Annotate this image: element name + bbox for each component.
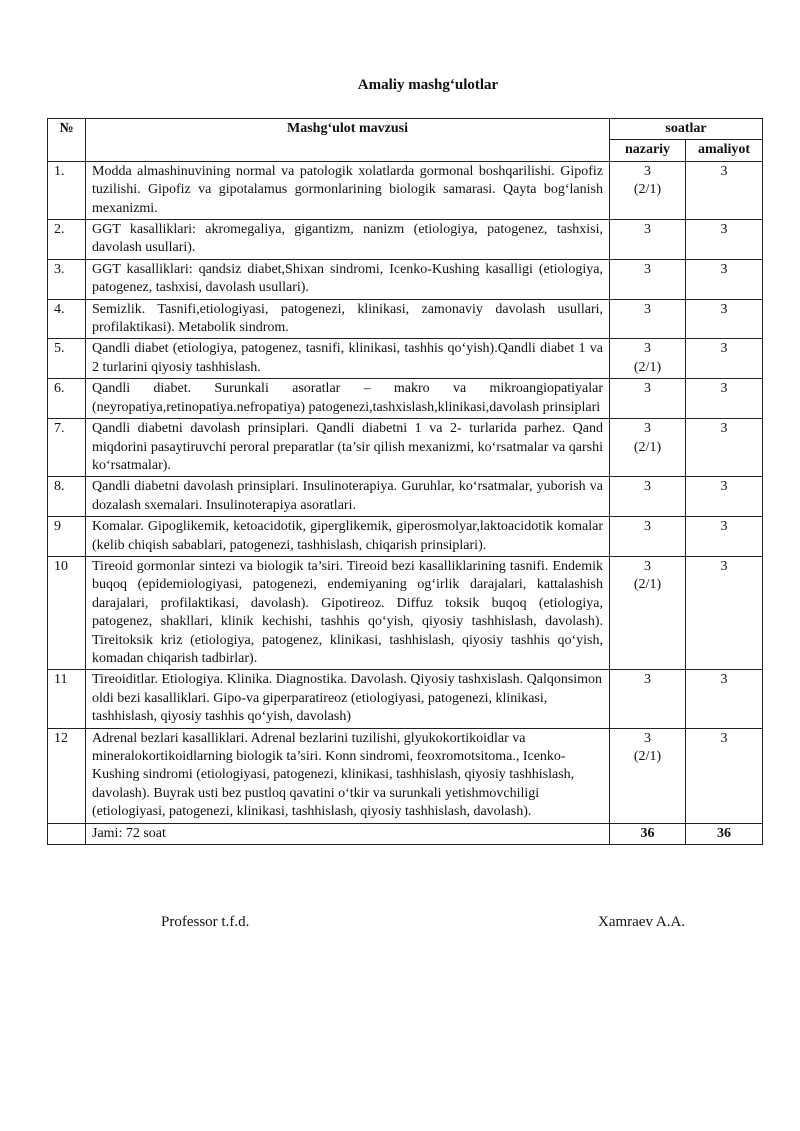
row-theory-hours: 3 bbox=[644, 222, 651, 238]
table-row bbox=[48, 517, 763, 557]
row-topic: Tireoiditlar. Etiologiya. Klinika. Diagnostika. Davolash. Qiyosiy tashxislash. Qalqonsimon oldi bezi kasalliklari. Gipo-va giperparatireoz (etiologiyasi, patogenezi, klinikasi, tashhislash, qiyosiy tashhis qo‘yish, davolash) bbox=[86, 670, 610, 728]
row-topic: Qandli diabetni davolash prinsiplari. Insulinoterapiya. Guruhlar, ko‘rsatmalar, yuborish va dozalash sxemalari. Insulinoterapiya asoratlari. bbox=[86, 477, 610, 517]
total-num-cell bbox=[48, 823, 86, 844]
row-theory-cell bbox=[610, 728, 686, 823]
row-practice-hours: 3 bbox=[686, 477, 763, 517]
table-row bbox=[48, 259, 763, 299]
row-practice-hours: 3 bbox=[686, 161, 763, 219]
header-topic: Mashg‘ulot mavzusi bbox=[86, 119, 610, 162]
row-topic: Modda almashinuvining normal va patologik xolatlarda gormonal boshqarilishi. Gipofiz tuzilishi. Gipofiz va gipotalamus gormonlarining biologik samarasi. Qayta bog‘lanish mexanizmi. bbox=[86, 161, 610, 219]
row-theory-hours: 3 bbox=[644, 163, 651, 179]
row-theory-cell bbox=[610, 419, 686, 477]
row-theory-cell bbox=[610, 477, 686, 517]
page-title: Amaliy mashg‘ulotlar bbox=[357, 77, 499, 93]
total-practice: 36 bbox=[686, 823, 763, 844]
row-theory-note: (2/1) bbox=[633, 182, 662, 198]
row-theory-cell bbox=[610, 161, 686, 219]
row-topic: Qandli diabet. Surunkali asoratlar – makro va mikroangiopatiyalar (neyropatiya,retinopatiya.nefropatiya) patogenezi,tashxislash,klinikasi,davolash prinsiplari bbox=[86, 379, 610, 419]
row-number: 9 bbox=[48, 517, 86, 557]
header-theory: nazariy bbox=[610, 140, 686, 161]
row-theory-hours: 3 bbox=[644, 341, 651, 357]
table-row bbox=[48, 339, 763, 379]
table-row bbox=[48, 477, 763, 517]
row-number: 6. bbox=[48, 379, 86, 419]
table-row bbox=[48, 670, 763, 728]
row-number: 12 bbox=[48, 728, 86, 823]
row-theory-cell bbox=[610, 339, 686, 379]
row-practice-hours: 3 bbox=[686, 419, 763, 477]
table-row bbox=[48, 379, 763, 419]
row-practice-hours: 3 bbox=[686, 728, 763, 823]
row-topic: Tireoid gormonlar sintezi va biologik ta’siri. Tireoid bezi kasalliklarining tasnifi. Endemik buqoq (epidemiologiyasi, patogenezi, endemiyaning og‘irlik darajalari, kattalashish darajalari, profilaktikasi, davolash). Gipotireoz. Diffuz toksik buqoq (etiologiya, patogenez, shakllari, klinik kechishi, tashhis qo‘yish, qiyosiy tashhislash, davolash). Tireitoksik kriz (etiologiya, patogenez, klinikasi, tashhislash, qiyosiy tashhis qo‘yish, komadan chiqarish tadbirlar). bbox=[86, 556, 610, 669]
row-theory-hours: 3 bbox=[644, 381, 651, 397]
row-theory-cell bbox=[610, 259, 686, 299]
row-topic: Qandli diabetni davolash prinsiplari. Qandli diabetni 1 va 2- turlarida parhez. Qand miqdorini pasaytiruvchi peroral preparatlar (ta’sir qilish mexanizmi, ko‘rsatmalar va qarshi ko‘rsatmalar). bbox=[86, 419, 610, 477]
row-practice-hours: 3 bbox=[686, 556, 763, 669]
row-theory-hours: 3 bbox=[644, 730, 651, 746]
lessons-table bbox=[47, 118, 763, 845]
row-theory-cell bbox=[610, 379, 686, 419]
row-topic: Semizlik. Tasnifi,etiologiyasi, patogenezi, klinikasi, zamonaviy davolash usullari, profilaktikasi). Metabolik sindrom. bbox=[86, 299, 610, 339]
row-practice-hours: 3 bbox=[686, 259, 763, 299]
row-theory-cell bbox=[610, 517, 686, 557]
total-theory: 36 bbox=[610, 823, 686, 844]
total-row bbox=[48, 823, 763, 844]
row-number: 5. bbox=[48, 339, 86, 379]
row-topic: Komalar. Gipoglikemik, ketoacidotik, giperglikemik, giperosmolyar,laktoacidotik komalar (kelib chiqish sabablari, patogenezi, tashhislash, chiqarish prinsiplari). bbox=[86, 517, 610, 557]
row-theory-hours: 3 bbox=[644, 261, 651, 277]
total-label: Jami: 72 soat bbox=[86, 823, 610, 844]
row-theory-cell bbox=[610, 556, 686, 669]
row-theory-hours: 3 bbox=[644, 672, 651, 688]
row-theory-note: (2/1) bbox=[633, 577, 662, 593]
signature-position: Professor t.f.d. bbox=[161, 914, 250, 930]
table-row bbox=[48, 728, 763, 823]
row-theory-note: (2/1) bbox=[633, 359, 662, 375]
row-number: 10 bbox=[48, 556, 86, 669]
row-practice-hours: 3 bbox=[686, 220, 763, 260]
row-practice-hours: 3 bbox=[686, 670, 763, 728]
table-header-row bbox=[48, 119, 763, 140]
row-topic: GGT kasalliklari: akromegaliya, gigantizm, nanizm (etiologiya, patogenez, tashxisi, davolash usullari). bbox=[86, 220, 610, 260]
row-practice-hours: 3 bbox=[686, 379, 763, 419]
row-number: 11 bbox=[48, 670, 86, 728]
row-theory-hours: 3 bbox=[644, 421, 651, 437]
row-practice-hours: 3 bbox=[686, 517, 763, 557]
table-row bbox=[48, 220, 763, 260]
header-number: № bbox=[48, 119, 86, 162]
row-number: 2. bbox=[48, 220, 86, 260]
row-number: 3. bbox=[48, 259, 86, 299]
row-theory-note: (2/1) bbox=[633, 439, 662, 455]
row-theory-cell bbox=[610, 670, 686, 728]
signature-name: Xamraev A.A. bbox=[598, 914, 686, 930]
row-number: 1. bbox=[48, 161, 86, 219]
row-theory-cell bbox=[610, 299, 686, 339]
row-theory-hours: 3 bbox=[644, 558, 651, 574]
row-practice-hours: 3 bbox=[686, 299, 763, 339]
table-row bbox=[48, 419, 763, 477]
row-theory-hours: 3 bbox=[644, 301, 651, 317]
row-topic: GGT kasalliklari: qandsiz diabet,Shixan sindromi, Icenko-Kushing kasalligi (etiologiya, patogenez, tashxisi, davolash usullari). bbox=[86, 259, 610, 299]
row-number: 8. bbox=[48, 477, 86, 517]
header-practice: amaliyot bbox=[686, 140, 763, 161]
table-row bbox=[48, 556, 763, 669]
row-number: 4. bbox=[48, 299, 86, 339]
row-topic: Adrenal bezlari kasalliklari. Adrenal bezlarini tuzilishi, glyukokortikoidlar va mineralokortikoidlarning biologik ta’siri. Konn sindromi, feoxromotsitoma., Icenko-Kushing sindromi (etiologiyasi, patogenezi, klinikasi, tashhislash, qiyosiy tashhislash, davolash). Buyrak usti bez pustloq qavatini o‘tkir va surunkali yetishmovchiligi (etiologiyasi, patogenezi, klinikasi, tashhislash, qiyosiy tashhislash, davolash). bbox=[86, 728, 610, 823]
table-row bbox=[48, 299, 763, 339]
row-theory-note: (2/1) bbox=[633, 749, 662, 764]
row-topic: Qandli diabet (etiologiya, patogenez, tasnifi, klinikasi, tashhis qo‘yish).Qandli diabet 1 va 2 turlarini qiyosiy tashhislash. bbox=[86, 339, 610, 379]
row-number: 7. bbox=[48, 419, 86, 477]
table-row bbox=[48, 161, 763, 219]
row-theory-hours: 3 bbox=[644, 479, 651, 495]
header-hours: soatlar bbox=[610, 119, 763, 140]
row-practice-hours: 3 bbox=[686, 339, 763, 379]
row-theory-cell bbox=[610, 220, 686, 260]
row-theory-hours: 3 bbox=[644, 519, 651, 535]
